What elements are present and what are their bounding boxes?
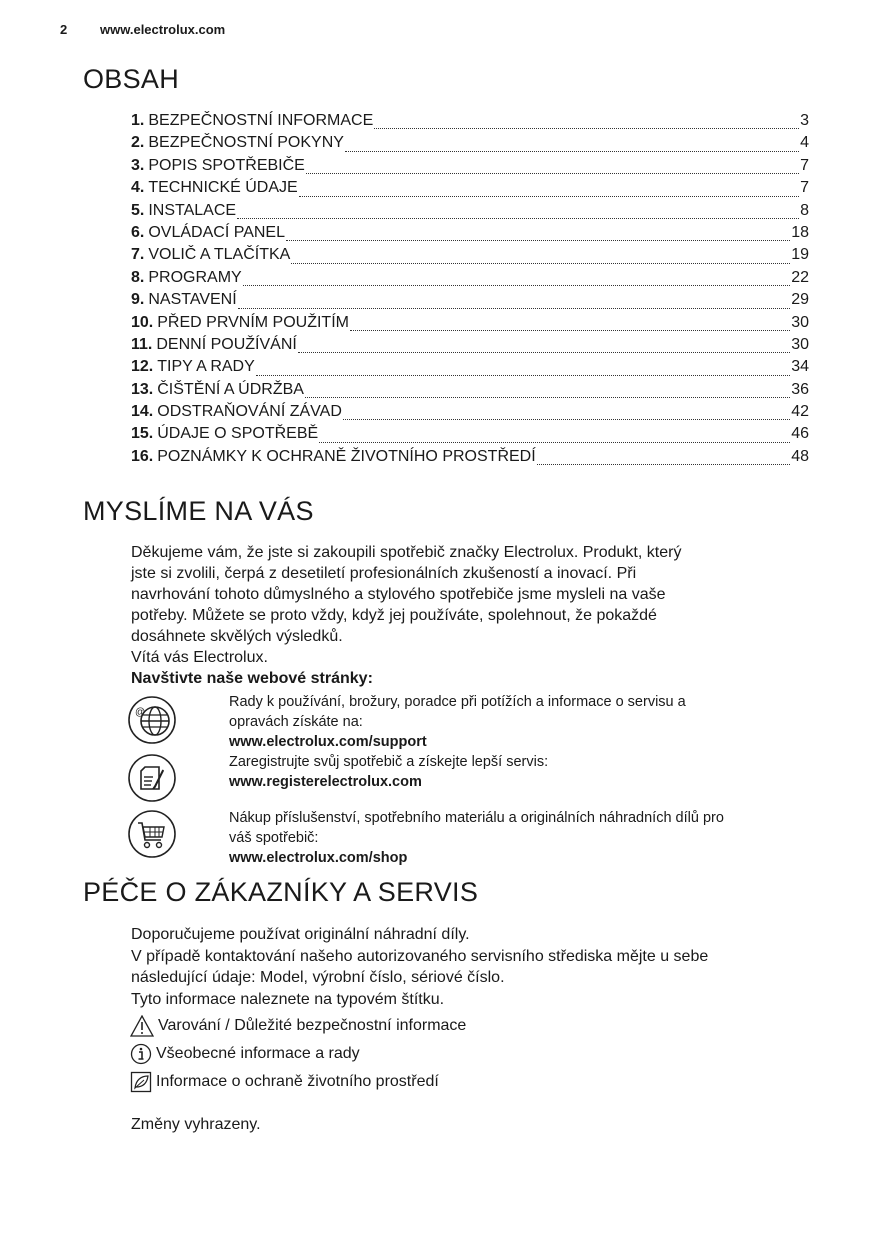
link-url[interactable]: www.registerelectrolux.com <box>229 774 422 790</box>
legend-item <box>130 1012 466 1040</box>
care-line: Tyto informace naleznete na typovém štítku. <box>131 990 445 1008</box>
symbol-legend <box>130 1012 466 1096</box>
link-description: Nákup příslušenství, spotřebního materiálu a originálních náhradních dílů pro <box>229 810 724 826</box>
register-icon <box>128 754 176 802</box>
toc-leader <box>286 239 790 241</box>
globe-icon <box>128 696 176 744</box>
leaf-icon <box>130 1071 152 1093</box>
section-title-thinking: MYSLÍME NA VÁS <box>83 496 314 526</box>
link-register <box>128 752 818 808</box>
toc-label: VOLIČ A TLAČÍTKA <box>148 246 291 264</box>
toc-leader <box>238 307 791 309</box>
toc-item[interactable] <box>131 224 809 246</box>
toc-item[interactable] <box>131 157 809 179</box>
cart-icon <box>128 810 176 858</box>
toc-page: 34 <box>791 358 809 376</box>
toc-page: 7 <box>800 179 809 197</box>
info-icon <box>130 1043 152 1065</box>
toc-page: 36 <box>791 380 809 398</box>
toc-leader <box>537 463 791 465</box>
toc-num: 3. <box>131 156 145 174</box>
toc-page: 48 <box>791 447 809 465</box>
link-description: opravách získáte na: <box>229 714 363 730</box>
toc-label: NASTAVENÍ <box>148 291 237 309</box>
toc-num: 10. <box>131 313 154 331</box>
legend-label: Informace o ochraně životního prostředí <box>156 1073 439 1090</box>
toc-num: 8. <box>131 268 145 286</box>
toc-label: PŘED PRVNÍM POUŽITÍM <box>157 313 349 331</box>
toc-item[interactable] <box>131 425 809 447</box>
care-line: Doporučujeme používat originální náhradní díly. <box>131 926 470 943</box>
legend-label: Všeobecné informace a rady <box>156 1045 360 1062</box>
intro-paragraph <box>131 542 821 689</box>
toc-label: ČIŠTĚNÍ A ÚDRŽBA <box>157 380 304 398</box>
care-line: V případě kontaktování našeho autorizovaného servisního střediska mějte u sebe <box>131 947 709 965</box>
toc-page: 4 <box>800 134 809 152</box>
legend-label: Varování / Důležité bezpečnostní informace <box>158 1017 467 1034</box>
toc-num: 9. <box>131 291 145 309</box>
toc-item[interactable] <box>131 112 809 134</box>
section-title-care: PÉČE O ZÁKAZNÍKY A SERVIS <box>83 877 479 907</box>
toc-num: 1. <box>131 112 145 129</box>
toc-leader <box>343 418 790 420</box>
toc-item[interactable] <box>131 291 809 313</box>
toc-leader <box>345 150 799 152</box>
toc-page: 29 <box>791 291 809 309</box>
changes-notice: Změny vyhrazeny. <box>131 1116 261 1133</box>
svg-text:@: @ <box>135 707 146 718</box>
table-of-contents <box>131 112 809 470</box>
link-support <box>128 692 818 752</box>
legend-item <box>130 1040 466 1068</box>
toc-page: 42 <box>791 403 809 421</box>
intro-line: potřeby. Můžete se proto vždy, když jej používáte, spolehnout, že pokaždé <box>131 607 657 624</box>
toc-label: ODSTRAŇOVÁNÍ ZÁVAD <box>157 403 342 421</box>
toc-leader <box>298 351 790 353</box>
care-line: následující údaje: Model, výrobní číslo, sériové číslo. <box>131 969 505 986</box>
toc-label: BEZPEČNOSTNÍ INFORMACE <box>148 112 374 129</box>
toc-num: 7. <box>131 246 145 264</box>
page-header <box>60 22 225 37</box>
toc-item[interactable] <box>131 336 809 358</box>
visit-label: Navštivte naše webové stránky: <box>131 670 373 687</box>
toc-label: PROGRAMY <box>148 268 242 286</box>
toc-title: OBSAH <box>83 64 180 94</box>
link-description: Rady k používání, brožury, poradce při potížích a informace o servisu a <box>229 694 686 710</box>
intro-line: jste si zvolili, čerpá z desetiletí profesionálních zkušeností a inovací. Při <box>131 565 637 582</box>
toc-page: 19 <box>791 246 809 264</box>
toc-item[interactable] <box>131 202 809 224</box>
toc-label: INSTALACE <box>148 201 237 219</box>
toc-label: POZNÁMKY K OCHRANĚ ŽIVOTNÍHO PROSTŘEDÍ <box>157 447 536 465</box>
toc-label: BEZPEČNOSTNÍ POKYNY <box>148 134 344 152</box>
care-paragraph <box>131 924 821 1010</box>
toc-leader <box>305 396 790 398</box>
toc-page: 30 <box>791 313 809 331</box>
toc-label: POPIS SPOTŘEBIČE <box>148 156 305 174</box>
toc-item[interactable] <box>131 358 809 380</box>
toc-num: 6. <box>131 223 145 241</box>
toc-label: TECHNICKÉ ÚDAJE <box>148 179 298 197</box>
toc-leader <box>237 217 799 219</box>
intro-line: Vítá vás Electrolux. <box>131 649 268 666</box>
toc-item[interactable] <box>131 134 809 156</box>
toc-page: 22 <box>791 268 809 286</box>
toc-num: 14. <box>131 403 154 421</box>
toc-item[interactable] <box>131 381 809 403</box>
toc-num: 16. <box>131 447 154 465</box>
toc-item[interactable] <box>131 403 809 425</box>
page-number: 2 <box>60 22 68 37</box>
toc-page: 30 <box>791 335 809 353</box>
toc-num: 4. <box>131 179 145 197</box>
toc-page: 7 <box>800 156 809 174</box>
toc-leader <box>374 127 799 129</box>
intro-line: dosáhnete skvělých výsledků. <box>131 628 343 645</box>
toc-item[interactable] <box>131 269 809 291</box>
toc-item[interactable] <box>131 246 809 268</box>
toc-num: 5. <box>131 201 145 219</box>
toc-page: 3 <box>800 112 809 129</box>
toc-item[interactable] <box>131 179 809 201</box>
toc-label: OVLÁDACÍ PANEL <box>148 223 285 241</box>
intro-line: Děkujeme vám, že jste si zakoupili spotřebič značky Electrolux. Produkt, který <box>131 544 682 561</box>
legend-item <box>130 1068 466 1096</box>
warning-icon <box>130 1015 154 1037</box>
toc-leader <box>319 441 790 443</box>
link-url[interactable]: www.electrolux.com/support <box>229 734 427 750</box>
toc-leader <box>243 284 791 286</box>
intro-line: navrhování tohoto důmyslného a stylového spotřebiče jsme mysleli na vaše <box>131 586 666 603</box>
toc-leader <box>299 195 799 197</box>
toc-num: 15. <box>131 425 154 443</box>
toc-leader <box>256 374 790 376</box>
link-shop <box>128 808 818 868</box>
toc-page: 46 <box>791 425 809 443</box>
toc-page: 8 <box>800 201 809 219</box>
toc-num: 13. <box>131 380 154 398</box>
toc-page: 18 <box>791 223 809 241</box>
toc-label: DENNÍ POUŽÍVÁNÍ <box>156 335 297 353</box>
link-url[interactable]: www.electrolux.com/shop <box>229 850 408 866</box>
toc-num: 2. <box>131 134 145 152</box>
toc-leader <box>350 329 790 331</box>
toc-label: TIPY A RADY <box>157 358 255 376</box>
toc-item[interactable] <box>131 448 809 470</box>
toc-leader <box>306 172 799 174</box>
link-description: Zaregistrujte svůj spotřebič a získejte lepší servis: <box>229 754 549 770</box>
toc-num: 12. <box>131 358 154 376</box>
link-description: váš spotřebič: <box>229 830 319 846</box>
web-links <box>128 692 818 868</box>
site-url[interactable]: www.electrolux.com <box>100 22 226 37</box>
toc-leader <box>291 262 790 264</box>
toc-label: ÚDAJE O SPOTŘEBĚ <box>157 425 319 443</box>
toc-num: 11. <box>131 335 153 353</box>
toc-item[interactable] <box>131 314 809 336</box>
